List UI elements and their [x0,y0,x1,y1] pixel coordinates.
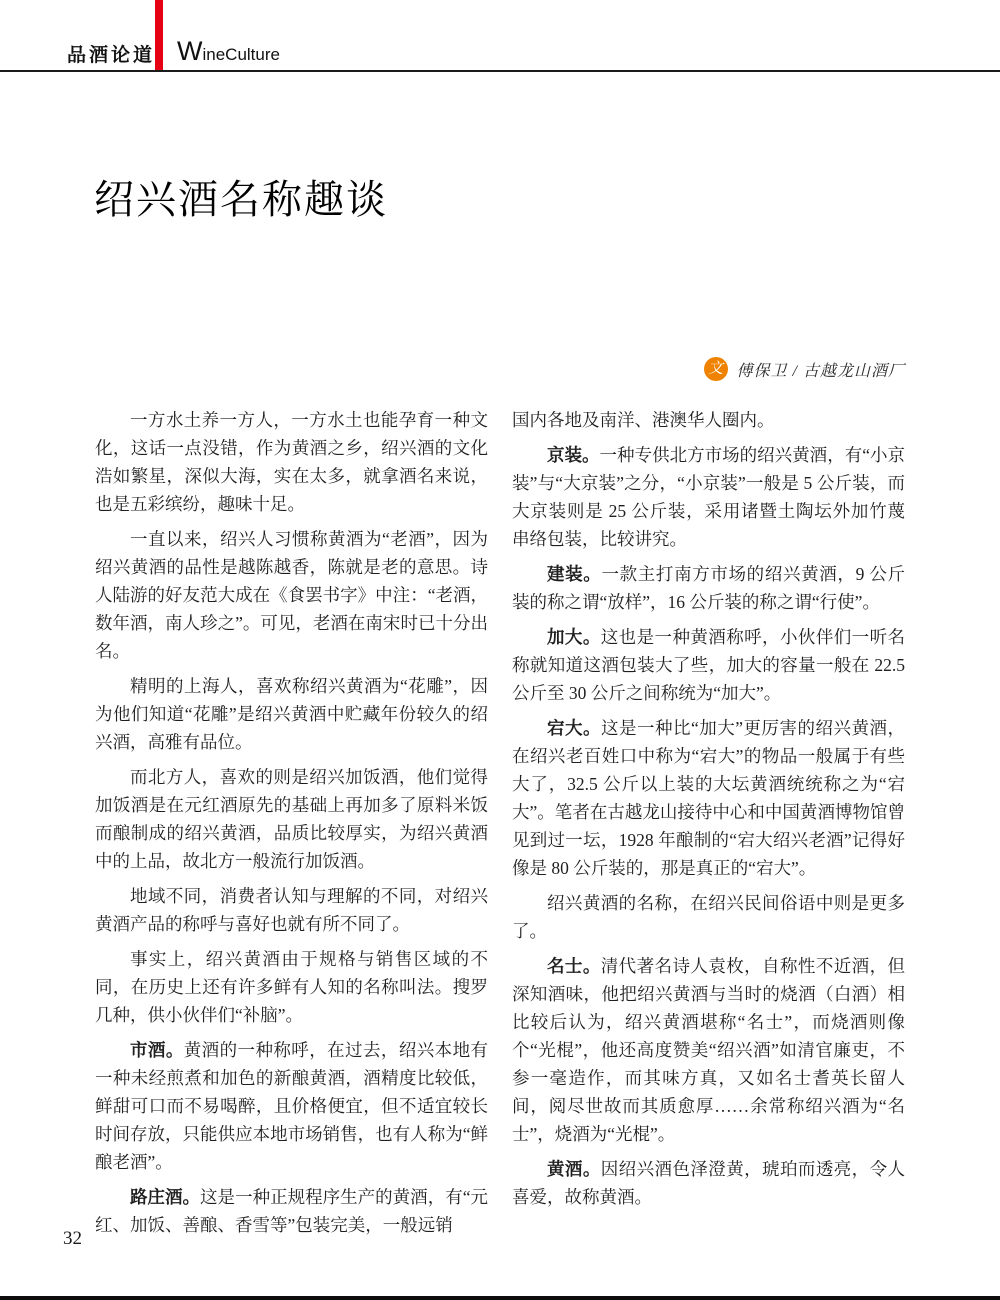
article-paragraph [95,672,488,756]
paragraph-text: 一直以来，绍兴人习惯称黄酒为“老酒”，因为绍兴黄酒的品性是越陈越香，陈就是老的意思。诗人陆游的好友范大成在《食罢书字》中注：“老酒，数年酒，南人珍之”。可见，老酒在南宋时已十分出名。 [95,529,489,661]
article-paragraph [512,714,905,882]
article-paragraph [95,406,488,518]
article-paragraph [95,1036,488,1176]
author-wen-icon: 文 [704,357,728,381]
paragraph-text: 精明的上海人，喜欢称绍兴黄酒为“花雕”，因为他们知道“花雕”是绍兴黄酒中贮藏年份较久的绍兴酒，高雅有品位。 [95,676,488,752]
section-title: 品酒论道 [67,45,156,66]
article-paragraph [95,945,488,1029]
header-rule [0,70,1000,72]
paragraph-text: 清代著名诗人袁枚，自称性不近酒，但深知酒味，他把绍兴黄酒与当时的烧酒（白酒）相比较后认为，绍兴黄酒堪称“名士”，而烧酒则像个“光棍”，他还高度赞美“绍兴酒”如清官廉吏，不参一毫造作，而其味方真，又如名士耆英长留人间，阅尽世故而其质愈厚……余常称绍兴酒为“名士”，烧酒为“光棍”。 [512,956,906,1144]
article-paragraph [512,889,905,945]
paragraph-text: 绍兴黄酒的名称，在绍兴民间俗语中则是更多了。 [512,893,905,941]
article-title: 绍兴酒名称趣谈 [94,178,388,222]
magazine-name-initial: W [177,36,203,66]
article-paragraph-continuation [512,406,905,434]
paragraph-text: 一种专供北方市场的绍兴黄酒，有“小京装”与“大京装”之分，“小京装”一般是 5 公斤装，而大京装则是 25 公斤装，采用诸暨土陶坛外加竹蔑串络包装，比较讲究。 [512,445,905,549]
article-paragraph [95,1183,488,1239]
paragraph-text: 黄酒的一种称呼，在过去，绍兴本地有一种未经煎煮和加色的新酿黄酒，酒精度比较低，鲜甜可口而不易喝醉，且价格便宜，但不适宜较长时间存放，只能供应本地市场销售，也有人称为“鲜酿老酒”。 [95,1040,489,1172]
article-body [95,406,905,1246]
byline [704,357,905,381]
article-paragraph [512,1155,905,1211]
paragraph-text: 这是一种比“加大”更厉害的绍兴黄酒，在绍兴老百姓口中称为“宕大”的物品一般属于有些大了，32.5 公斤以上装的大坛黄酒统统称之为“宕大”。笔者在古越龙山接待中心和中国黄酒博物馆曾见到过一坛，1928 年酿制的“宕大绍兴老酒”记得好像是 80 公斤装的，那是真正的“宕大”。 [512,718,905,878]
paragraph-lead: 宕大。 [547,718,601,738]
paragraph-text: 而北方人，喜欢的则是绍兴加饭酒，他们觉得加饭酒是在元红酒原先的基础上再加多了原料米饭而酿制成的绍兴黄酒，品质比较厚实，为绍兴黄酒中的上品，故北方一般流行加饭酒。 [95,767,488,871]
paragraph-text: 因绍兴酒色泽澄黄，琥珀而透亮，令人喜爱，故称黄酒。 [512,1159,906,1207]
article-paragraph [512,952,905,1148]
article-paragraph [512,623,905,707]
left-column [95,406,488,1246]
paragraph-text: 地域不同，消费者认知与理解的不同，对绍兴黄酒产品的称呼与喜好也就有所不同了。 [95,886,488,934]
magazine-name-rest: ineCulture [202,45,280,64]
author-credit: 傅保卫 / 古越龙山酒厂 [736,362,905,380]
page-number: 32 [63,1228,82,1249]
paragraph-text: 一方水土养一方人，一方水土也能孕育一种文化，这话一点没错，作为黄酒之乡，绍兴酒的文化浩如繁星，深似大海，实在太多，就拿酒名来说，也是五彩缤纷，趣味十足。 [95,410,488,514]
paragraph-lead: 京装。 [547,445,600,465]
paragraph-text: 国内各地及南洋、港澳华人圈内。 [512,410,775,430]
paragraph-lead: 建装。 [547,564,602,584]
header-red-bar-divider [155,0,163,72]
paragraph-lead: 黄酒。 [547,1159,601,1179]
article-paragraph [512,441,905,553]
paragraph-text: 这是一种正规程序生产的黄酒，有“元红、加饭、善酿、香雪等”包装完美，一般远销 [95,1187,488,1235]
paragraph-text: 一款主打南方市场的绍兴黄酒，9 公斤装的称之谓“放样”，16 公斤装的称之谓“行使”。 [512,564,906,612]
bottom-rule [0,1296,1000,1300]
article-paragraph [95,525,488,665]
article-paragraph [512,560,905,616]
paragraph-lead: 名士。 [547,956,601,976]
paragraph-lead: 市酒。 [130,1040,184,1060]
paragraph-text: 事实上，绍兴黄酒由于规格与销售区域的不同，在历史上还有许多鲜有人知的名称叫法。搜罗几种，供小伙伴们“补脑”。 [95,949,488,1025]
paragraph-lead: 路庄酒。 [130,1187,201,1207]
paragraph-lead: 加大。 [547,627,601,647]
right-column [512,406,905,1246]
article-paragraph [95,763,488,875]
magazine-name [177,36,280,67]
article-paragraph [95,882,488,938]
paragraph-text: 这也是一种黄酒称呼，小伙伴们一听名称就知道这酒包装大了些，加大的容量一般在 22.5 公斤至 30 公斤之间称统为“加大”。 [512,627,906,703]
